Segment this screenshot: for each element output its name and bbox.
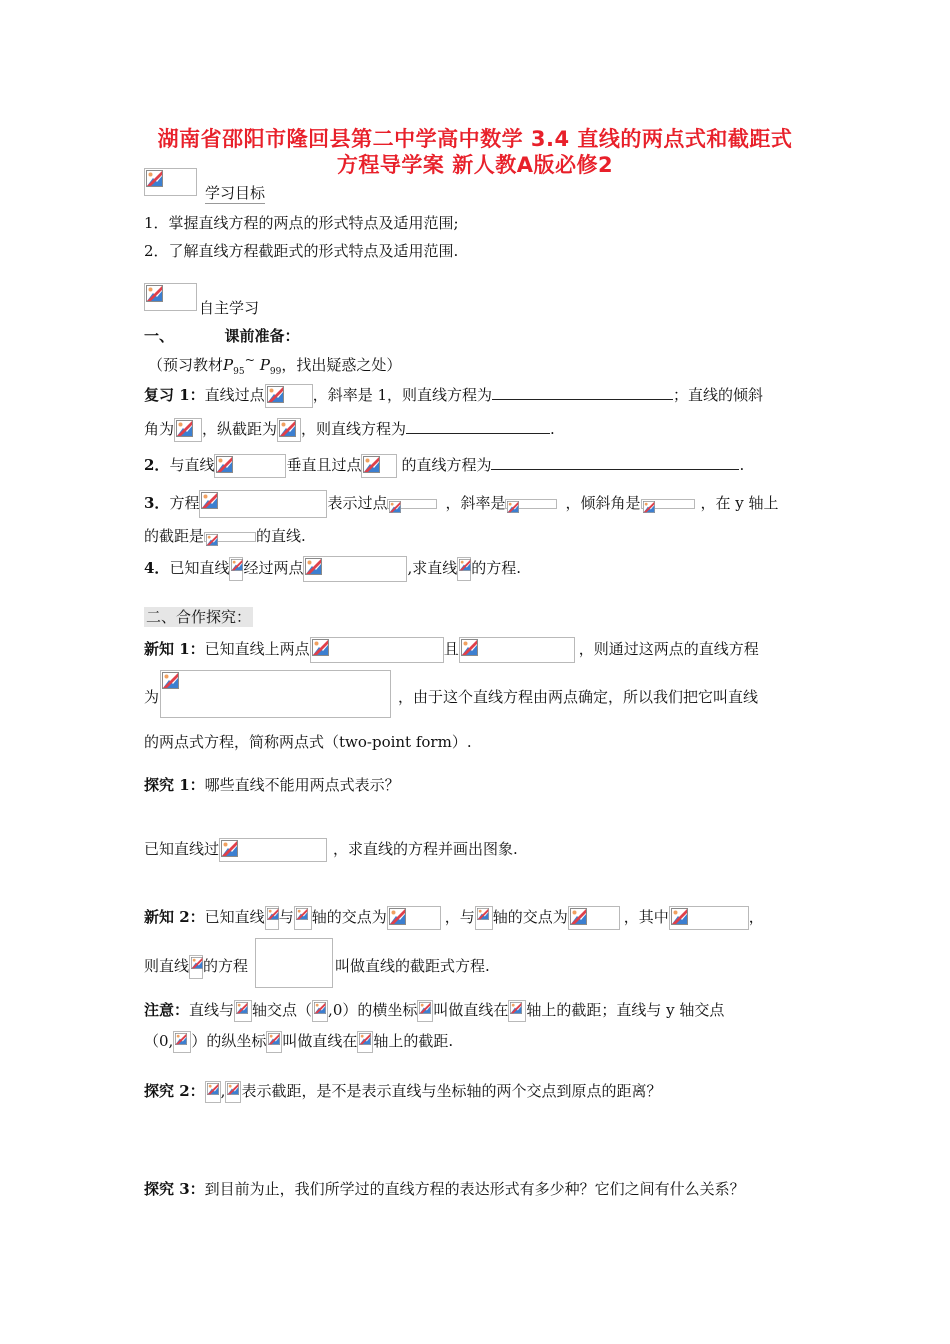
explore-1 <box>144 774 400 795</box>
text: 则直线 <box>144 957 190 975</box>
text: （0, <box>144 1032 174 1050</box>
new-knowledge-1-line-2 <box>144 686 159 707</box>
answer-blank[interactable] <box>491 469 739 470</box>
formula-image <box>294 906 312 930</box>
preview-text-a: （预习教材 <box>148 356 224 374</box>
formula-image <box>174 418 202 442</box>
text: 角为 <box>144 420 175 438</box>
text: 轴上的截距. <box>373 1032 454 1050</box>
text: ，则通过这两点的直线方程 <box>578 640 759 658</box>
text: 经过两点 <box>243 559 304 577</box>
review-1-line-2 <box>144 418 555 442</box>
formula-image <box>229 557 243 581</box>
answer-blank[interactable] <box>492 399 673 400</box>
example-line <box>144 838 518 862</box>
formula-image <box>204 532 256 542</box>
label: 探究 1： <box>144 776 205 794</box>
formula-image <box>205 1081 221 1103</box>
formula-image <box>457 557 471 581</box>
page-ref-2-sub: 99 <box>269 367 282 377</box>
text: ，倾斜角是 <box>565 494 641 512</box>
text: 已知直线过 <box>144 840 220 858</box>
question-number: 2． <box>144 456 170 474</box>
goal-item-2: 2．了解直线方程截距式的形式特点及适用范围. <box>144 242 459 260</box>
section-icon-box <box>144 283 197 311</box>
text: 垂直且过点 <box>286 456 362 474</box>
text: 的方程 <box>203 957 249 975</box>
formula-image <box>505 499 557 509</box>
image-placeholder-icon <box>162 672 179 689</box>
image-placeholder-icon <box>459 559 471 571</box>
page-ref-1-sub: 95 <box>233 367 245 377</box>
image-placeholder-icon <box>363 456 380 473</box>
image-placeholder-icon <box>201 492 218 509</box>
image-placeholder-icon <box>216 456 233 473</box>
text: ， <box>748 908 764 926</box>
formula-image <box>459 637 575 663</box>
label: 探究 2： <box>144 1082 205 1100</box>
image-placeholder-icon <box>227 1083 239 1095</box>
formula-image <box>357 1031 373 1053</box>
text: ，与 <box>444 908 475 926</box>
image-placeholder-icon <box>570 908 587 925</box>
page-ref-2: P <box>259 356 270 374</box>
image-placeholder-icon <box>236 1002 248 1014</box>
formula-image <box>387 906 441 930</box>
label: 新知 1： <box>144 640 205 658</box>
image-placeholder-icon <box>231 559 243 571</box>
text: 且 <box>443 640 459 658</box>
question-3-line-2 <box>144 525 306 546</box>
image-placeholder-icon <box>461 639 478 656</box>
formula-image <box>669 906 749 930</box>
image-placeholder-icon <box>507 501 519 513</box>
image-placeholder-icon <box>279 420 296 437</box>
text: 直线过点 <box>204 386 265 404</box>
text: ,求直线 <box>407 559 458 577</box>
text: 轴的交点为 <box>311 908 387 926</box>
formula-image <box>277 418 301 442</box>
formula-image <box>214 454 286 478</box>
goal-item-1: 1．掌握直线方程的两点的形式特点及适用范围; <box>144 214 459 232</box>
text: 的直线. <box>256 527 306 545</box>
image-placeholder-icon <box>389 908 406 925</box>
label: 探究 3： <box>144 1180 205 1198</box>
goals-heading: 学习目标 <box>205 184 266 202</box>
image-placeholder-icon <box>314 1002 326 1014</box>
formula-image <box>387 499 437 509</box>
section-icon-box <box>144 168 197 196</box>
text: 到目前为止，我们所学过的直线方程的表达形式有多少种？它们之间有什么关系？ <box>204 1180 745 1198</box>
formula-image <box>199 490 327 518</box>
formula-image <box>173 1031 191 1053</box>
formula-image <box>361 454 397 478</box>
formula-image <box>475 906 493 930</box>
explore-3 <box>144 1178 745 1199</box>
question-number: 3． <box>144 494 170 512</box>
formula-image <box>219 838 327 862</box>
question-2 <box>144 454 744 478</box>
prep-number: 一、 <box>144 327 175 345</box>
question-3-line-1 <box>144 490 779 518</box>
text: ，则直线方程为 <box>301 420 407 438</box>
text: 轴上的截距；直线与 y 轴交点 <box>526 1001 725 1019</box>
image-placeholder-icon <box>267 386 284 403</box>
image-placeholder-icon <box>359 1033 371 1045</box>
question-4 <box>144 556 521 582</box>
text: 方程 <box>169 494 200 512</box>
text: 哪些直线不能用两点式表示？ <box>204 776 400 794</box>
formula-image <box>641 499 695 509</box>
page-ref-1: P <box>223 356 234 374</box>
image-placeholder-icon <box>268 1033 280 1045</box>
text: ，斜率是 <box>445 494 506 512</box>
label: 新知 2： <box>144 908 205 926</box>
preview-text-b: ，找出疑惑之处） <box>281 356 402 374</box>
image-placeholder-icon <box>305 558 322 575</box>
formula-image <box>234 1000 252 1022</box>
image-placeholder-icon <box>146 170 163 187</box>
image-placeholder-icon <box>510 1002 522 1014</box>
text: , <box>220 1082 226 1100</box>
text: ；直线的倾斜 <box>673 386 764 404</box>
text: ，求直线的方程并画出图象. <box>333 840 518 858</box>
new-knowledge-1-line-3: 的两点式方程，简称两点式（two-point form）. <box>144 733 472 751</box>
text: ，在 y 轴上 <box>700 494 779 512</box>
text: 与 <box>278 908 294 926</box>
formula-image <box>265 906 279 930</box>
cooperation-heading: 二、合作探究： <box>146 608 252 626</box>
image-placeholder-icon <box>175 1033 187 1045</box>
formula-image <box>508 1000 526 1022</box>
text: ）的纵坐标 <box>191 1032 267 1050</box>
formula-image <box>417 1000 433 1022</box>
text: . <box>739 456 745 474</box>
text: 已知直线 <box>169 559 230 577</box>
formula-image <box>160 670 391 718</box>
text: 已知直线上两点 <box>204 640 310 658</box>
self-study-heading: 自主学习 <box>199 299 260 317</box>
image-placeholder-icon <box>191 957 203 969</box>
text: 直线与 <box>189 1001 235 1019</box>
new-knowledge-1-line-1 <box>144 637 759 663</box>
image-placeholder-icon <box>312 639 329 656</box>
formula-image <box>189 955 203 979</box>
new-knowledge-2-line-2 <box>144 955 248 979</box>
label: 注意： <box>144 1001 190 1019</box>
image-placeholder-icon <box>477 908 489 920</box>
formula-image <box>312 1000 328 1022</box>
formula-image <box>568 906 620 930</box>
image-placeholder-icon <box>671 908 688 925</box>
text: ，其中 <box>623 908 669 926</box>
formula-image <box>265 384 313 408</box>
formula-image <box>225 1081 241 1103</box>
text: ，斜率是 1，则直线方程为 <box>312 386 493 404</box>
review-1-line-1 <box>144 384 763 408</box>
text: 叫做直线在 <box>282 1032 358 1050</box>
note-line-1 <box>144 999 724 1022</box>
text: 的截距是 <box>144 527 205 545</box>
image-placeholder-icon <box>221 840 238 857</box>
text: 的直线方程为 <box>401 456 492 474</box>
image-placeholder-icon <box>176 420 193 437</box>
text: 轴交点（ <box>252 1001 313 1019</box>
image-placeholder-icon <box>296 908 308 920</box>
image-placeholder-icon <box>146 285 163 302</box>
text: . <box>550 420 555 438</box>
explore-2 <box>144 1080 661 1103</box>
text: 表示截距，是不是表示直线与坐标轴的两个交点到原点的距离？ <box>241 1082 662 1100</box>
image-placeholder-icon <box>206 534 218 546</box>
image-placeholder-icon <box>419 1002 431 1014</box>
formula-image <box>303 556 407 582</box>
text: 叫做直线在 <box>433 1001 509 1019</box>
review-label: 复习 1： <box>144 386 205 404</box>
formula-image <box>266 1031 282 1053</box>
formula-image <box>255 938 333 988</box>
text: 轴的交点为 <box>492 908 568 926</box>
question-number: 4． <box>144 559 170 577</box>
text: 已知直线 <box>204 908 265 926</box>
text: 表示过点 <box>327 494 388 512</box>
text: ，纵截距为 <box>202 420 278 438</box>
tilde: ~ <box>244 352 256 367</box>
new-knowledge-1-text: ，由于这个直线方程由两点确定，所以我们把它叫直线 <box>398 688 759 706</box>
text: 与直线 <box>169 456 215 474</box>
new-knowledge-2-line-1 <box>144 906 764 930</box>
image-placeholder-icon <box>207 1083 219 1095</box>
image-placeholder-icon <box>267 908 279 920</box>
document-title-line-1: 湖南省邵阳市隆回县第二中学高中数学 3.4 直线的两点式和截距式 <box>157 127 793 151</box>
prep-title: 课前准备： <box>224 327 300 345</box>
image-placeholder-icon <box>643 501 655 513</box>
image-placeholder-icon <box>389 501 401 513</box>
note-line-2 <box>144 1030 453 1053</box>
text: 的方程. <box>471 559 522 577</box>
formula-image <box>310 637 444 663</box>
new-knowledge-2-text: 叫做直线的截距式方程. <box>335 957 490 975</box>
document-title-line-2: 方程导学案 新人教A版必修2 <box>336 153 614 177</box>
text: ,0）的横坐标 <box>328 1001 418 1019</box>
answer-blank[interactable] <box>406 433 550 434</box>
text: 为 <box>144 688 160 706</box>
